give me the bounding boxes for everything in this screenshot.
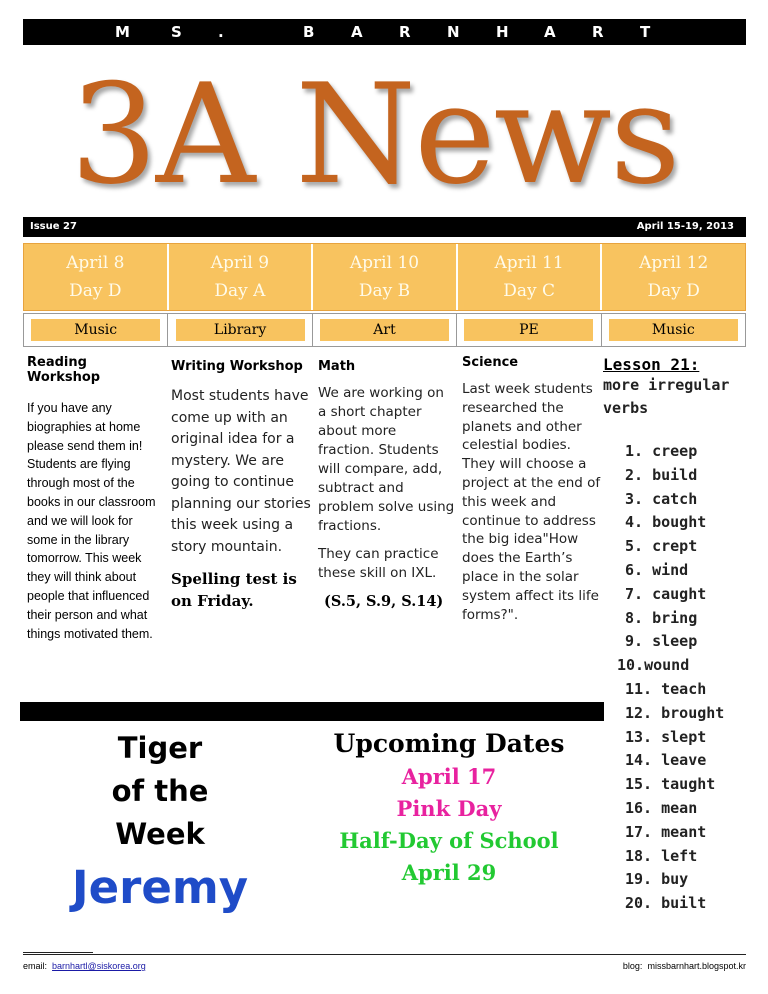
list-item: 9. sleep xyxy=(625,632,698,651)
list-item: 11. teach xyxy=(625,679,707,698)
section-divider xyxy=(20,702,604,721)
upcoming-date: April 17 xyxy=(401,764,497,789)
day-letter: Day C xyxy=(503,281,555,301)
day-cell xyxy=(313,244,458,310)
footer-accent-rule xyxy=(23,952,93,953)
tiger-heading-line: Tiger xyxy=(117,731,203,765)
spelling-lesson xyxy=(603,355,748,916)
writing-workshop-title: Writing Workshop xyxy=(171,359,303,374)
tiger-of-the-week xyxy=(40,727,280,916)
day-letter: Day D xyxy=(647,281,700,301)
newsletter-title: 3A News xyxy=(70,54,679,215)
banner-letter: N xyxy=(447,23,460,41)
math-title: Math xyxy=(318,359,356,374)
list-item: 18. left xyxy=(625,846,698,865)
email-label: email: xyxy=(23,961,48,971)
special-label: Music xyxy=(609,319,738,341)
day-date: April 12 xyxy=(639,253,709,273)
list-item: 5. crept xyxy=(625,537,698,556)
list-item: 15. taught xyxy=(625,775,716,794)
banner-letter: B xyxy=(303,23,315,41)
banner-letter: T xyxy=(640,23,651,41)
list-item: 16. mean xyxy=(625,798,698,817)
tiger-heading-line: of the xyxy=(111,774,209,808)
reading-workshop-section xyxy=(27,355,163,643)
top-banner xyxy=(23,19,746,45)
special-label: Music xyxy=(31,319,160,341)
day-letter: Day D xyxy=(69,281,122,301)
banner-letter: A xyxy=(351,23,363,41)
list-item: 20. built xyxy=(625,894,707,913)
day-cell xyxy=(24,244,169,310)
upcoming-event: Half-Day of School xyxy=(339,828,559,853)
tiger-student-name: Jeremy xyxy=(71,861,249,914)
math-body: We are working on a short chapter about more fraction. Students will compare, add, subtract and problem solve using fractions. xyxy=(318,385,455,534)
day-cell xyxy=(169,244,314,310)
tiger-heading-line: Week xyxy=(115,817,205,851)
day-date: April 8 xyxy=(66,253,125,273)
teacher-name xyxy=(23,19,746,45)
ixl-codes: (S.5, S.9, S.14) xyxy=(324,593,444,610)
day-date: April 10 xyxy=(349,253,420,273)
upcoming-date: April 29 xyxy=(401,860,497,885)
list-item: 13. slept xyxy=(625,727,707,746)
list-item: 1. creep xyxy=(625,442,698,460)
upcoming-dates xyxy=(318,727,580,889)
blog-label: blog: xyxy=(622,961,643,971)
reading-workshop-body: If you have any biographies at home please send them in! Students are flying through most of the books in our classroom and we will look for some in the library tomorrow. This week they will think about people that influenced their person and what things motivated them. xyxy=(27,401,156,641)
list-item: 6. wind xyxy=(625,560,689,579)
banner-letter: A xyxy=(544,23,556,41)
footer-rule xyxy=(23,954,746,955)
list-item: 7. caught xyxy=(625,584,707,603)
math-practice: They can practice these skill on IXL. xyxy=(318,546,439,581)
issue-dates: April 15-19, 2013 xyxy=(636,221,734,232)
specials-row xyxy=(23,313,746,347)
spelling-test-note: Spelling test is on Friday. xyxy=(171,570,297,610)
day-date: April 9 xyxy=(210,253,270,273)
lesson-title: Lesson 21: xyxy=(603,355,700,374)
issue-bar xyxy=(23,217,746,237)
math-section xyxy=(318,355,456,610)
list-item: 12. brought xyxy=(625,703,725,722)
special-cell xyxy=(457,314,601,346)
footer-email xyxy=(23,961,146,971)
special-cell xyxy=(24,314,168,346)
science-section xyxy=(462,355,602,624)
special-cell xyxy=(602,314,745,346)
special-label: Art xyxy=(320,319,449,341)
blog-url[interactable]: missbarnhart.blogspot.kr xyxy=(647,961,746,971)
special-label: PE xyxy=(464,319,593,341)
upcoming-event: Pink Day xyxy=(396,796,502,821)
special-label: Library xyxy=(176,319,305,341)
list-item: 4. bought xyxy=(625,513,707,532)
lesson-subtitle: more irregular verbs xyxy=(603,376,730,417)
banner-letter: S xyxy=(171,23,182,41)
writing-workshop-body: Most students have come up with an original idea for a mystery. We are going to continue planning our stories this week using a story mountain. xyxy=(171,388,311,555)
banner-letter: M xyxy=(115,23,130,41)
email-link[interactable]: barnhartl@siskorea.org xyxy=(52,961,146,971)
day-cell xyxy=(458,244,603,310)
banner-letter: R xyxy=(399,23,411,41)
list-item: 2. build xyxy=(625,465,698,484)
day-date: April 11 xyxy=(494,253,564,273)
banner-letter: R xyxy=(592,23,604,41)
writing-workshop-section xyxy=(171,355,311,612)
list-item: 17. meant xyxy=(625,822,707,841)
day-cell xyxy=(602,244,745,310)
day-letter: Day A xyxy=(214,281,266,301)
special-cell xyxy=(168,314,312,346)
day-letter: Day B xyxy=(358,281,411,301)
list-item: 14. leave xyxy=(625,751,707,770)
schedule-days xyxy=(23,243,746,311)
reading-workshop-title: Reading Workshop xyxy=(27,355,101,385)
upcoming-title: Upcoming Dates xyxy=(333,729,565,758)
list-item: 8. bring xyxy=(625,608,698,627)
list-item: 19. buy xyxy=(625,870,689,889)
issue-number: Issue 27 xyxy=(30,221,77,232)
special-cell xyxy=(313,314,457,346)
list-item: 3. catch xyxy=(625,489,698,508)
list-item: 10.wound xyxy=(617,656,690,675)
science-title: Science xyxy=(462,355,519,370)
word-list xyxy=(603,440,748,916)
footer-blog xyxy=(623,961,746,971)
science-body: Last week students researched the planets and other celestial bodies. They will choose a project at the end of this week and continue to address the big idea"How does the Earth’s place in the solar system affect its life forms?". xyxy=(462,381,601,623)
banner-letter: H xyxy=(496,23,509,41)
banner-letter: . xyxy=(218,23,224,41)
